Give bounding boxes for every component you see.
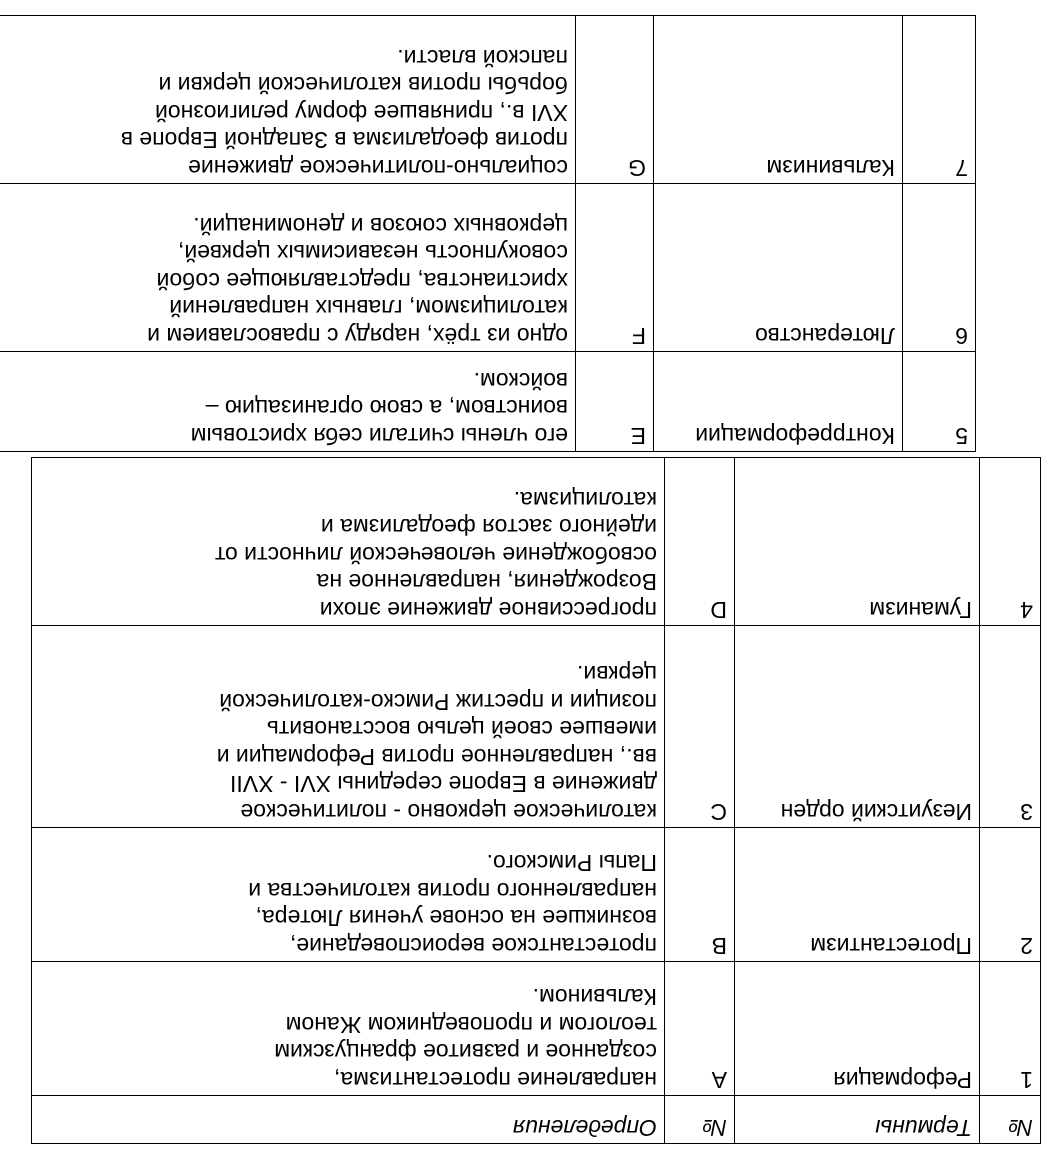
row-definition (32, 962, 665, 1096)
definition-line: католическое церковно - политическое (240, 799, 657, 825)
definition-line: его члены считали себя христовым (190, 423, 568, 449)
row-num: 2 (980, 828, 1041, 962)
row-definition (0, 16, 576, 184)
row-num: 4 (980, 458, 1041, 626)
row-term: Протестантизм (735, 828, 980, 962)
row-letter: В (665, 828, 735, 962)
definition-line: протестантское вероисповедание, (289, 933, 657, 959)
definition-line: движение в Европе середины XVI - XVII (229, 771, 657, 798)
definition-line: теологом и проповедником Жаном (285, 1012, 657, 1038)
definition-line: папской власти. (397, 45, 568, 71)
definition-line: одно из трёх, наряду с православием и (147, 323, 568, 349)
row-letter: А (665, 962, 735, 1096)
row-term: Иезуитский орден (735, 626, 980, 828)
table-header-row (32, 1096, 1041, 1144)
row-letter: F (576, 184, 654, 352)
table-row (0, 352, 976, 452)
row-num: 5 (903, 352, 976, 452)
row-term: Гуманизм (735, 458, 980, 626)
definition-line: социально-политическое движение (188, 155, 568, 181)
definition-line: позиции и престиж Римско-католической (219, 689, 657, 715)
row-definition (32, 626, 665, 828)
definition-line: Кальвином. (532, 984, 657, 1011)
definition-line: церкви. (576, 661, 657, 688)
definition-line: христианства, представляющее собой (156, 268, 568, 294)
table-row (32, 962, 1041, 1096)
header-definition: Определения (32, 1096, 665, 1144)
definition-line: воинством, а свою организацию – (205, 395, 568, 422)
definition-line: прогрессивное движение эпохи (319, 597, 657, 623)
definition-line: войском. (473, 368, 568, 394)
row-definition (0, 352, 576, 452)
row-letter: С (665, 626, 735, 828)
table-row (0, 184, 976, 352)
row-term: Кальвинизм (654, 16, 903, 184)
definition-line: направленного против католичества и (248, 878, 657, 904)
row-letter: G (576, 16, 654, 184)
definition-line: вв., направленное против Реформации и (216, 744, 657, 770)
definition-line: созданное и развитое французским (274, 1039, 657, 1066)
row-letter: Е (576, 352, 654, 452)
definition-line: Папы Римского. (486, 850, 657, 877)
definition-line: освобождение человеческой личности от (214, 542, 657, 568)
row-definition (32, 458, 665, 626)
definition-line: XVI в., принявшее форму религиозной (155, 100, 568, 126)
header-letter: № (665, 1096, 735, 1144)
definition-line: идейного застоя феодализма и (320, 514, 657, 541)
terms-table-continued (0, 15, 976, 452)
definition-line: направление протестантизма, (334, 1067, 657, 1093)
definition-line: против феодализма в Западной Европе в (120, 127, 568, 154)
header-num: № (980, 1096, 1041, 1144)
definition-line: Возрождения, направленное на (316, 569, 657, 596)
definition-line: церковных союзов и деноминаций. (193, 213, 568, 239)
definition-line: борьбы против католической церкви и (158, 72, 568, 99)
row-num: 7 (903, 16, 976, 184)
header-term: Термины (735, 1096, 980, 1144)
row-num: 6 (903, 184, 976, 352)
definition-line: католицизмом, главных направлений (169, 295, 568, 322)
table-row (0, 16, 976, 184)
row-definition (32, 828, 665, 962)
table-row (32, 828, 1041, 962)
row-term: Контрреформации (654, 352, 903, 452)
definition-line: возникшее на основе учения Лютера, (255, 905, 657, 932)
table-row (32, 626, 1041, 828)
terms-table (31, 457, 1041, 1144)
row-definition (0, 184, 576, 352)
table-row (32, 458, 1041, 626)
row-term: Реформация (735, 962, 980, 1096)
row-term: Лютеранство (654, 184, 903, 352)
definition-line: католицизма. (513, 487, 657, 513)
definition-line: совокупность независимых церквей, (177, 240, 568, 267)
row-letter: D (665, 458, 735, 626)
definition-line: имевшее своей целью восстановить (266, 716, 657, 743)
row-num: 1 (980, 962, 1041, 1096)
row-num: 3 (980, 626, 1041, 828)
